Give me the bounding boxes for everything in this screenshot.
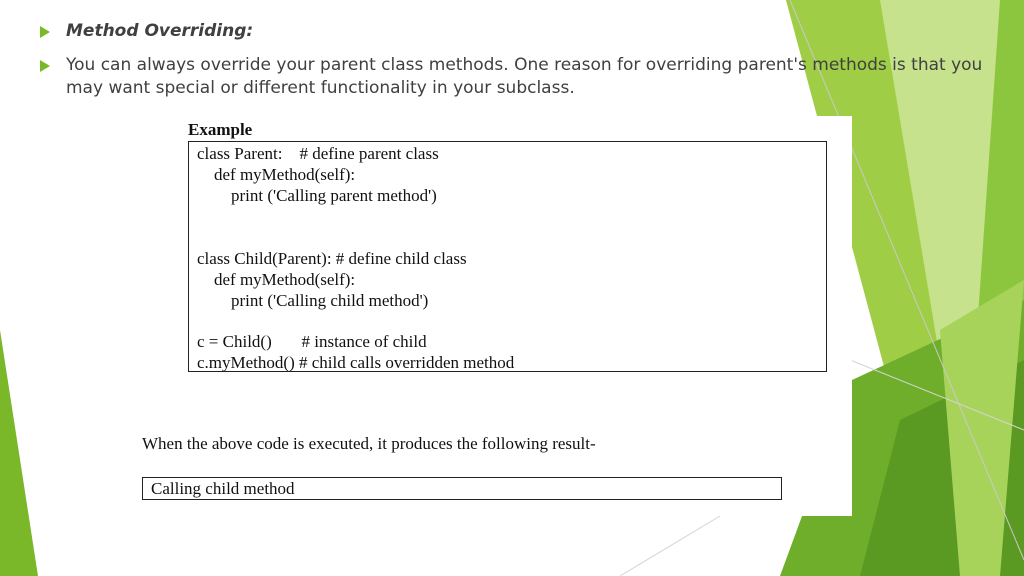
bullet-override-reason <box>40 54 990 100</box>
code-block <box>188 141 827 372</box>
bullet-text: You can always override your parent class methods. One reason for overriding parent's methods is that you may want special or different functionality in your subclass. <box>66 55 983 98</box>
code-line: class Child(Parent): # define child class <box>197 249 467 268</box>
bullet-text: Method Overriding: <box>66 21 254 41</box>
code-line: c.myMethod() # child calls overridden method <box>197 353 515 372</box>
result-output-box: Calling child method <box>142 477 782 500</box>
code-line: class Parent: # define parent class <box>197 144 439 163</box>
bullet-method-overriding <box>40 20 253 43</box>
bg-line <box>620 516 720 576</box>
result-caption: When the above code is executed, it produces the following result- <box>142 434 596 453</box>
code-line: def myMethod(self): <box>197 165 356 184</box>
example-document-image <box>130 116 852 516</box>
example-heading: Example <box>188 120 253 139</box>
bullet-arrow-icon <box>40 60 50 72</box>
code-line: c = Child() # instance of child <box>197 332 427 351</box>
code-line: print ('Calling parent method') <box>197 186 437 205</box>
bg-left-sliver <box>0 330 38 576</box>
code-line: print ('Calling child method') <box>197 291 429 310</box>
bullet-arrow-icon <box>40 26 50 38</box>
code-line: def myMethod(self): <box>197 270 356 289</box>
